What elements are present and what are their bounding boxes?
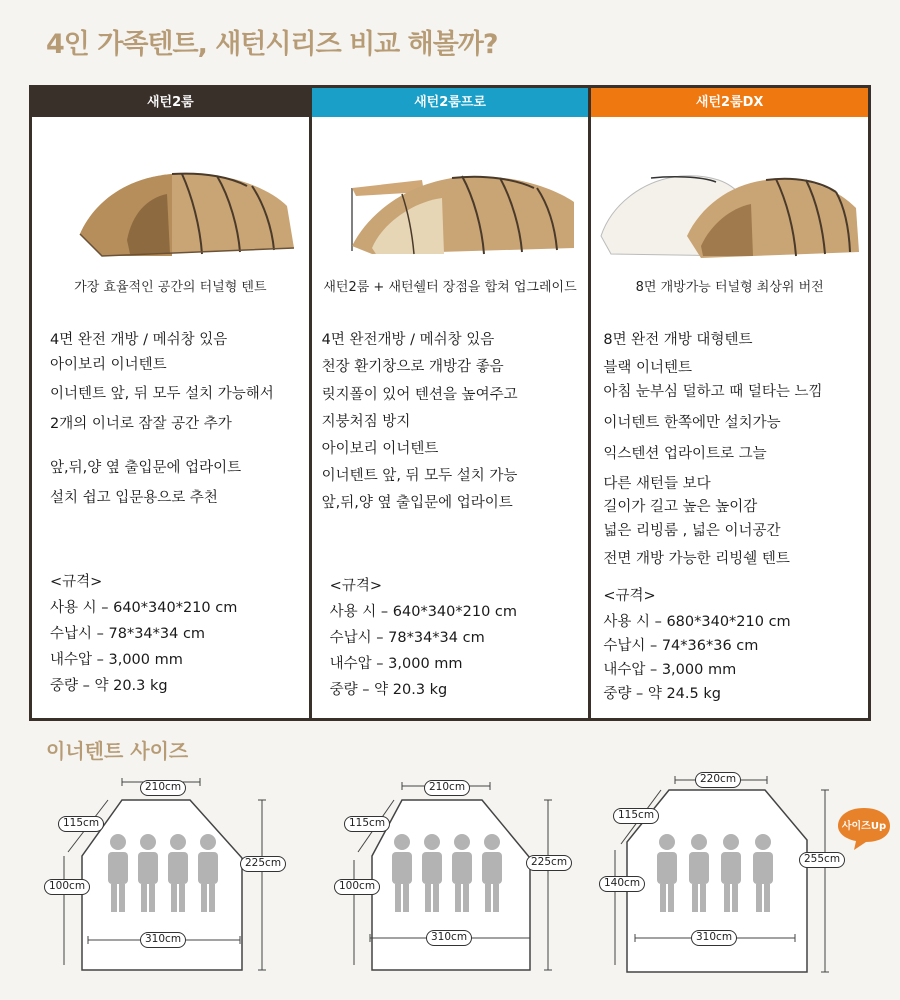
feature-item: 천장 환기창으로 개방감 좋음: [321, 359, 504, 375]
feature-item: 설치 쉽고 입문용으로 추천: [50, 490, 218, 506]
spec-title: <규격>: [329, 578, 382, 594]
dim-height-label: 225cm: [526, 855, 572, 871]
page-title: 4인 가족텐트, 새턴시리즈 비교 해볼까?: [46, 29, 498, 60]
dim-top-label: 210cm: [424, 780, 470, 796]
spec-item: 사용 시 – 640*340*210 cm: [329, 604, 518, 620]
feature-item: 전면 개방 가능한 리빙쉘 텐트: [603, 551, 790, 567]
feature-item: 다른 새턴들 보다: [603, 476, 711, 492]
spec-item: 사용 시 – 680*340*210 cm: [603, 614, 791, 630]
dim-bottom-label: 310cm: [140, 932, 186, 948]
dim-top-label: 220cm: [695, 772, 741, 788]
tent-image: [312, 136, 589, 346]
column-saturn-2room-dx: [591, 88, 868, 718]
feature-item: 길이가 길고 높은 높이감: [603, 499, 758, 515]
tent-caption: 가장 효율적인 공간의 터널형 텐트: [74, 280, 267, 295]
feature-item: 4면 완전 개방 / 메쉬창 있음: [50, 332, 228, 348]
feature-item: 앞,뒤,양 옆 출입문에 업라이트: [50, 460, 242, 476]
feature-item: 4면 완전개방 / 메쉬창 있음: [321, 332, 495, 348]
size-up-badge: [836, 806, 892, 852]
column-header: 새턴2룸: [32, 88, 309, 117]
dim-bottom-label: 310cm: [426, 930, 472, 946]
tent-image: [591, 136, 868, 346]
tent-caption: 8면 개방가능 터널형 최상위 버전: [635, 280, 824, 295]
feature-item: 이너텐트 앞, 뒤 모두 설치 가능: [321, 468, 518, 484]
dim-side-label: 100cm: [334, 879, 380, 895]
feature-item: 이너텐트 한쪽에만 설치가능: [603, 415, 781, 431]
inner-tent-diagram: [30, 760, 290, 990]
dim-slant-label: 115cm: [58, 816, 104, 832]
spec-item: 내수압 – 3,000 mm: [329, 656, 463, 672]
spec-item: 내수압 – 3,000 mm: [50, 652, 183, 668]
inner-tent-diagram: [320, 760, 580, 990]
dim-height-label: 255cm: [799, 852, 845, 868]
size-up-badge-text: 사이즈Up: [841, 821, 887, 832]
dim-side-label: 140cm: [599, 876, 645, 892]
spec-item: 수납시 – 78*34*34 cm: [50, 626, 206, 642]
spec-item: 수납시 – 74*36*36 cm: [603, 638, 759, 654]
spec-item: 수납시 – 78*34*34 cm: [329, 630, 485, 646]
feature-item: 릿지폴이 있어 텐션을 높여주고: [321, 387, 518, 403]
feature-item: 블랙 이너텐트: [603, 360, 692, 376]
tent-image: [32, 136, 309, 346]
spec-item: 중량 – 약 20.3 kg: [50, 678, 168, 694]
dim-height-label: 225cm: [240, 856, 286, 872]
feature-item: 8면 완전 개방 대형텐트: [603, 332, 753, 348]
spec-item: 사용 시 – 640*340*210 cm: [50, 600, 238, 616]
inner-tent-diagram: [595, 760, 855, 990]
comparison-table: [29, 85, 871, 721]
feature-item: 2개의 이너로 잠잘 공간 추가: [50, 416, 232, 432]
tent-caption: 새턴2룸 + 새턴쉘터 장점을 합쳐 업그레이드: [323, 280, 577, 295]
column-saturn-2room: [32, 88, 312, 718]
spec-item: 내수압 – 3,000 mm: [603, 662, 737, 678]
feature-item: 앞,뒤,양 옆 출입문에 업라이트: [321, 495, 513, 511]
feature-item: 아이보리 이너텐트: [321, 441, 439, 457]
column-header: 새턴2룸프로: [312, 88, 589, 117]
dim-slant-label: 115cm: [344, 816, 390, 832]
spec-item: 중량 – 약 24.5 kg: [603, 686, 721, 702]
spec-item: 중량 – 약 20.3 kg: [329, 682, 448, 698]
spec-title: <규격>: [50, 574, 103, 590]
column-saturn-2room-pro: [312, 88, 592, 718]
feature-item: 지붕처짐 방지: [321, 414, 411, 430]
feature-item: 아침 눈부심 덜하고 때 덜타는 느낌: [603, 384, 823, 400]
dim-slant-label: 115cm: [613, 808, 659, 824]
feature-item: 아이보리 이너텐트: [50, 357, 167, 373]
inner-tent-size-title: 이너텐트 사이즈: [46, 739, 189, 763]
feature-item: 익스텐션 업라이트로 그늘: [603, 446, 767, 462]
feature-item: 이너텐트 앞, 뒤 모두 설치 가능해서: [50, 386, 274, 402]
feature-item: 넓은 리빙룸 , 넓은 이너공간: [603, 523, 781, 539]
dim-bottom-label: 310cm: [691, 930, 737, 946]
column-header: 새턴2룸DX: [591, 88, 868, 117]
dim-top-label: 210cm: [140, 780, 186, 796]
dim-side-label: 100cm: [44, 879, 90, 895]
spec-title: <규격>: [603, 588, 656, 604]
